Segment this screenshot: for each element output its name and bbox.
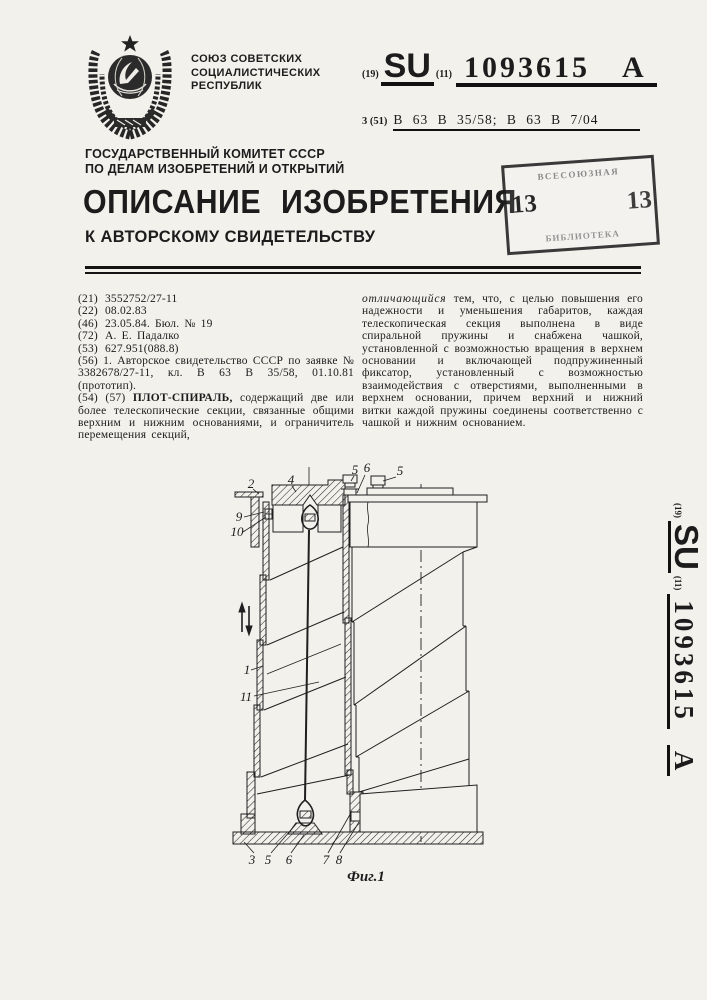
library-stamp [501,155,660,255]
invention-name: ПЛОТ-СПИРАЛЬ, [132,392,233,405]
union-line-1: СОЮЗ СОВЕТСКИХ [191,53,303,65]
side-publication-number [655,503,705,805]
stamp-number-right: 13 [625,186,653,215]
side-document-number: 1093615 [667,594,697,729]
up-down-arrows-icon [239,603,252,635]
code-11: (11) [435,69,453,80]
side-code-19: (19) [673,503,683,518]
side-code-11: (11) [673,575,683,591]
callout-9: 9 [235,509,243,524]
document-number-group [456,53,657,87]
abstract-column [362,293,643,429]
field-53: (53) 627.951(088.8) [78,342,179,355]
abstract-right-text: тем, что, с целью повышения его надежности и уменьшения габаритов, каждая телескопическая секция выполнена в виде спиральной пружины и снабжена чашкой, установленной с возможностью вращения в верхнем основании и включающей подпружиненный фиксатор, установленный с возможностью взаимодействия с отверстиями, выполненными в верхнем основании, причем верхний и нижний витки каждой пружины соединены соответственно с чашкой и нижним основанием. [362,293,644,430]
ipc-class-line [362,112,640,131]
callout-6b: 6 [285,852,293,867]
figure-1-drawing [183,462,633,892]
committee-line-1: ГОСУДАРСТВЕННЫЙ КОМИТЕТ СССР [85,147,325,161]
field-22: (22) 08.02.83 [78,305,147,318]
stamp-top-text: ВСЕСОЮЗНАЯ [537,166,620,182]
field-56-reference: (56) 1. Авторское свидетельство СССР по заявке № 3382678/27-11, кл. B 63 B 35/58, 01.10.81 (прототип). [78,355,354,392]
callout-1: 1 [243,662,251,677]
page-title: ОПИСАНИЕ ИЗОБРЕТЕНИЯ [83,183,517,220]
callout-7: 7 [322,852,330,867]
ipc-classes: B 63 B 35/58; B 63 B 7/04 [393,112,640,131]
stamp-number-left: 13 [510,190,538,219]
kind-code: A [622,51,647,84]
stamp-bottom-text: БИБЛИОТЕКА [545,228,621,244]
ussr-emblem-icon [84,32,176,142]
country-code: SU [381,50,434,86]
page-subtitle: К АВТОРСКОМУ СВИДЕТЕЛЬСТВУ [85,228,376,246]
field-72: (72) А. Е. Падалко [78,330,180,343]
class-prefix: 3 (51) [362,116,388,127]
code-19: (19) [362,69,379,80]
bibliography-column [78,293,354,442]
callout-8: 8 [335,852,343,867]
publication-number-block [362,47,657,87]
callout-5b: 5 [396,463,404,478]
side-country-code: SU [668,521,701,573]
union-line-3: РЕСПУБЛИК [191,80,262,92]
union-line-2: СОЦИАЛИСТИЧЕСКИХ [191,66,321,79]
callout-3: 3 [248,852,256,867]
figure-caption: Фиг.1 [347,869,385,885]
committee-name [85,147,344,177]
abstract-left [78,392,354,442]
committee-line-2: ПО ДЕЛАМ ИЗОБРЕТЕНИЙ И ОТКРЫТИЙ [85,162,345,176]
callout-4: 4 [287,472,295,487]
field-54-57-code: (54) (57) [78,392,126,405]
callout-10: 10 [230,524,244,539]
document-number: 1093615 [464,51,591,84]
field-21: (21) 3552752/27-11 [78,293,178,305]
header-divider [85,266,641,274]
callout-2: 2 [247,476,255,491]
abstract-left-text: содержащий две или более телескопические секции, связанные общими верхним и нижним основаниями, и ограничитель перемещения секций, [78,392,355,442]
side-kind-code: A [667,745,697,777]
union-name [191,53,321,94]
callout-6a: 6 [363,462,371,475]
field-46: (46) 23.05.84. Бюл. № 19 [78,317,213,330]
callout-11: 11 [239,689,253,704]
callout-5a: 5 [351,462,359,477]
abstract-italic-word: отличающийся [362,293,447,305]
callout-5c: 5 [264,852,272,867]
